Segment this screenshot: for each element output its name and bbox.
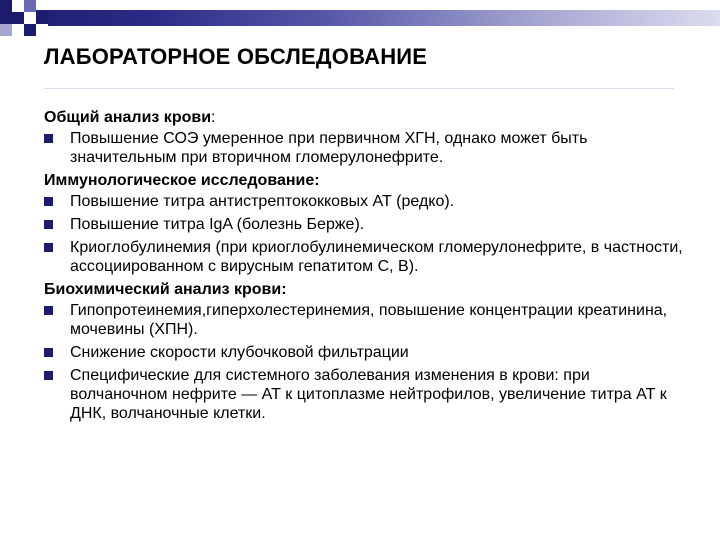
- decorative-square: [12, 0, 24, 12]
- list-item-text: Гипопротеинемия,гиперхолестеринемия, повышение концентрации креатинина, мочевины (ХПН).: [70, 302, 668, 338]
- list-item-text: Специфические для системного заболевания изменения в крови: при волчаночном нефрите — АТ к цитоплазме нейтрофилов, увеличение титра АТ к ДНК, волчаночные клетки.: [70, 367, 667, 422]
- decorative-square: [36, 12, 48, 24]
- square-bullet-icon: [44, 134, 53, 143]
- list-item: [44, 301, 684, 339]
- list-item: [44, 366, 684, 423]
- decorative-square: [24, 0, 36, 12]
- decorative-top-bar: [0, 10, 720, 26]
- decorative-square: [24, 24, 36, 36]
- section-heading: [44, 171, 684, 190]
- square-bullet-icon: [44, 220, 53, 229]
- list-item: [44, 129, 684, 167]
- section-heading-text: Общий анализ крови: [44, 109, 212, 126]
- decorative-square: [12, 24, 24, 36]
- square-bullet-icon: [44, 197, 53, 206]
- list-item: [44, 238, 684, 276]
- slide-content: [44, 108, 684, 427]
- square-bullet-icon: [44, 371, 53, 380]
- square-bullet-icon: [44, 348, 53, 357]
- list-item-text: Криоглобулинемия (при криоглобулинемическом гломерулонефрите, в частности, ассоциированном с вирусным гепатитом С, В).: [70, 239, 683, 275]
- list-item-text: Повышение титра антистрептококковых АТ (редко).: [70, 193, 455, 210]
- square-bullet-icon: [44, 243, 53, 252]
- list-item: [44, 215, 684, 234]
- list-item-text: Повышение СОЭ умеренное при первичном ХГН, однако может быть значительным при вторичном гломерулонефрите.: [70, 130, 588, 166]
- decorative-square: [0, 24, 12, 36]
- bullet-list: [44, 301, 684, 423]
- section-heading-text: Иммунологическое исследование:: [44, 172, 320, 189]
- list-item-text: Снижение скорости клубочковой фильтрации: [70, 344, 409, 361]
- decorative-square: [24, 12, 36, 24]
- bullet-list: [44, 192, 684, 276]
- slide-title: ЛАБОРАТОРНОЕ ОБСЛЕДОВАНИЕ: [44, 44, 428, 69]
- bullet-list: [44, 129, 684, 167]
- title-divider: [44, 88, 674, 89]
- section-heading-suffix: :: [211, 109, 216, 126]
- decorative-square: [0, 0, 12, 12]
- decorative-square: [12, 12, 24, 24]
- section-heading: [44, 108, 684, 127]
- list-item: [44, 343, 684, 362]
- section-heading: [44, 280, 684, 299]
- list-item-text: Повышение титра IgA (болезнь Берже).: [70, 216, 365, 233]
- decorative-square: [36, 24, 48, 36]
- square-bullet-icon: [44, 306, 53, 315]
- section-heading-text: Биохимический анализ крови:: [44, 281, 287, 298]
- list-item: [44, 192, 684, 211]
